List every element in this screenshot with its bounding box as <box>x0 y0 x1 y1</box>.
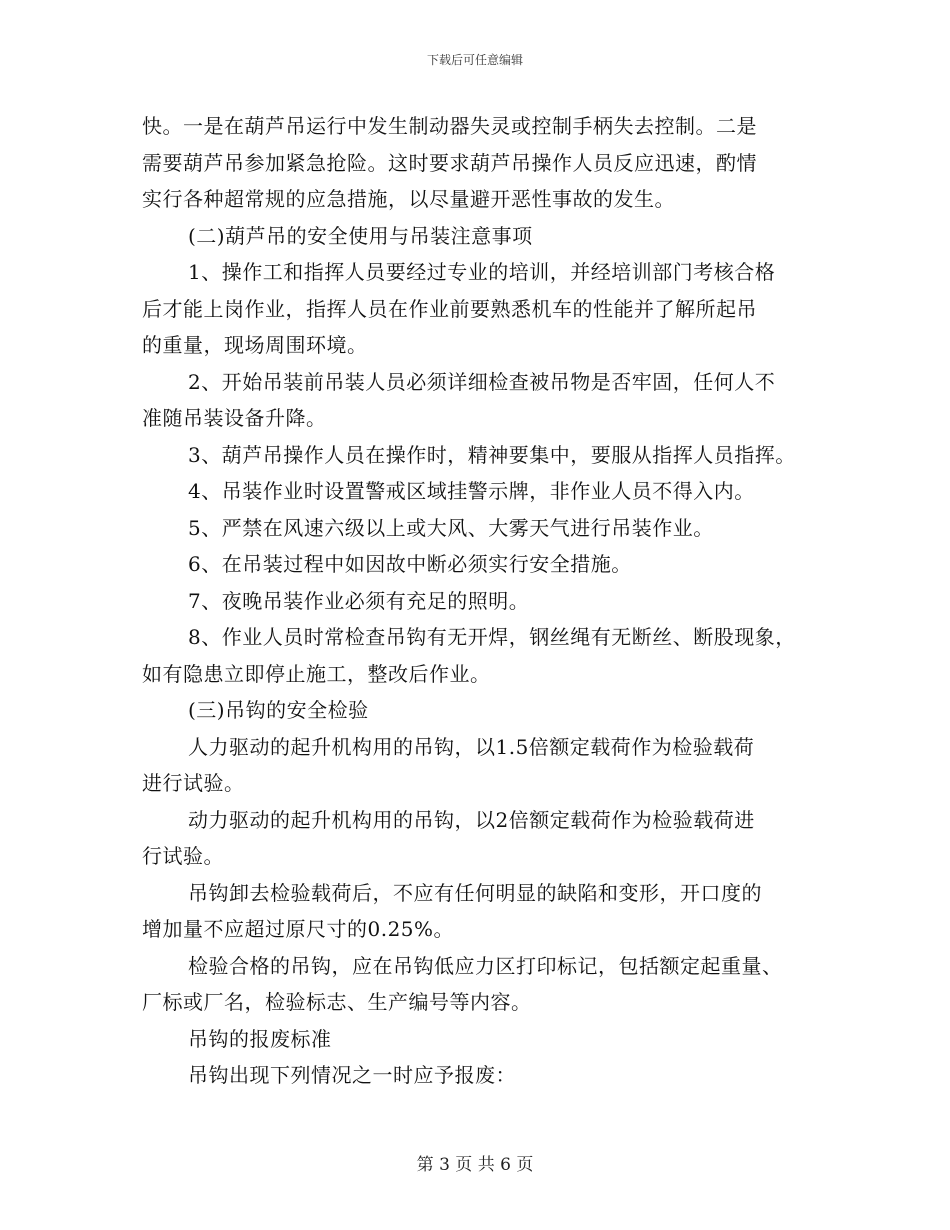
paragraph-line: 动力驱动的起升机构用的吊钩，以2倍额定载荷作为检验载荷进 <box>188 807 755 832</box>
paragraph-line: 准随吊装设备升降。 <box>142 406 327 430</box>
paragraph-line: 厂标或厂名，检验标志、生产编号等内容。 <box>142 990 532 1014</box>
paragraph-line: 进行试验。 <box>142 771 245 795</box>
section-heading: (二)葫芦吊的安全使用与吊装注意事项 <box>188 223 533 248</box>
paragraph-line: 6、在吊装过程中如因故中断必须实行安全措施。 <box>188 552 632 576</box>
paragraph-line: 人力驱动的起升机构用的吊钩，以1.5倍额定载荷作为检验载荷 <box>188 734 755 759</box>
paragraph-line: 需要葫芦吊参加紧急抢险。这时要求葫芦吊操作人员反应迅速，酌情 <box>142 150 757 175</box>
paragraph-line: 2、开始吊装前吊装人员必须详细检查被吊物是否牢固，任何人不 <box>188 369 776 394</box>
page-header-note: 下载后可任意编辑 <box>426 53 523 67</box>
paragraph-line: 7、夜晚吊装作业必须有充足的照明。 <box>188 588 530 613</box>
paragraph-line: 后才能上岗作业，指挥人员在作业前要熟悉机车的性能并了解所起吊 <box>142 296 757 321</box>
paragraph-line: 行试验。 <box>142 844 224 868</box>
paragraph-line: 的重量，现场周围环境。 <box>142 333 368 357</box>
paragraph-line: 4、吊装作业时设置警戒区域挂警示牌，非作业人员不得入内。 <box>188 479 755 503</box>
paragraph-line: 如有隐患立即停止施工，整改后作业。 <box>142 661 491 686</box>
paragraph-line: 8、作业人员时常检查吊钩有无开焊，钢丝绳有无断丝、断股现象， <box>188 625 796 649</box>
section-heading: 吊钩的报废标准 <box>188 1026 332 1051</box>
paragraph-line: 检验合格的吊钩，应在吊钩低应力区打印标记，包括额定起重量、 <box>188 953 783 978</box>
page-number: 第 3 页 共 6 页 <box>416 1155 534 1175</box>
paragraph-line: 增加量不应超过原尺寸的0.25%。 <box>142 917 455 941</box>
paragraph-line: 1、操作工和指挥人员要经过专业的培训，并经培训部门考核合格 <box>188 260 776 284</box>
paragraph-line: 实行各种超常规的应急措施，以尽量避开恶性事故的发生。 <box>142 187 675 211</box>
document-body <box>142 108 822 1094</box>
paragraph-line: 5、严禁在风速六级以上或大风、大雾天气进行吊装作业。 <box>188 515 714 540</box>
paragraph-line: 快。一是在葫芦吊运行中发生制动器失灵或控制手柄失去控制。二是 <box>142 114 757 138</box>
paragraph-line: 3、葫芦吊操作人员在操作时，精神要集中，要服从指挥人员指挥。 <box>188 442 796 467</box>
paragraph-line: 吊钩卸去检验载荷后，不应有任何明显的缺陷和变形，开口度的 <box>188 880 762 905</box>
paragraph-line: 吊钩出现下列情况之一时应予报废： <box>188 1063 516 1087</box>
section-heading: (三)吊钩的安全检验 <box>188 698 369 722</box>
